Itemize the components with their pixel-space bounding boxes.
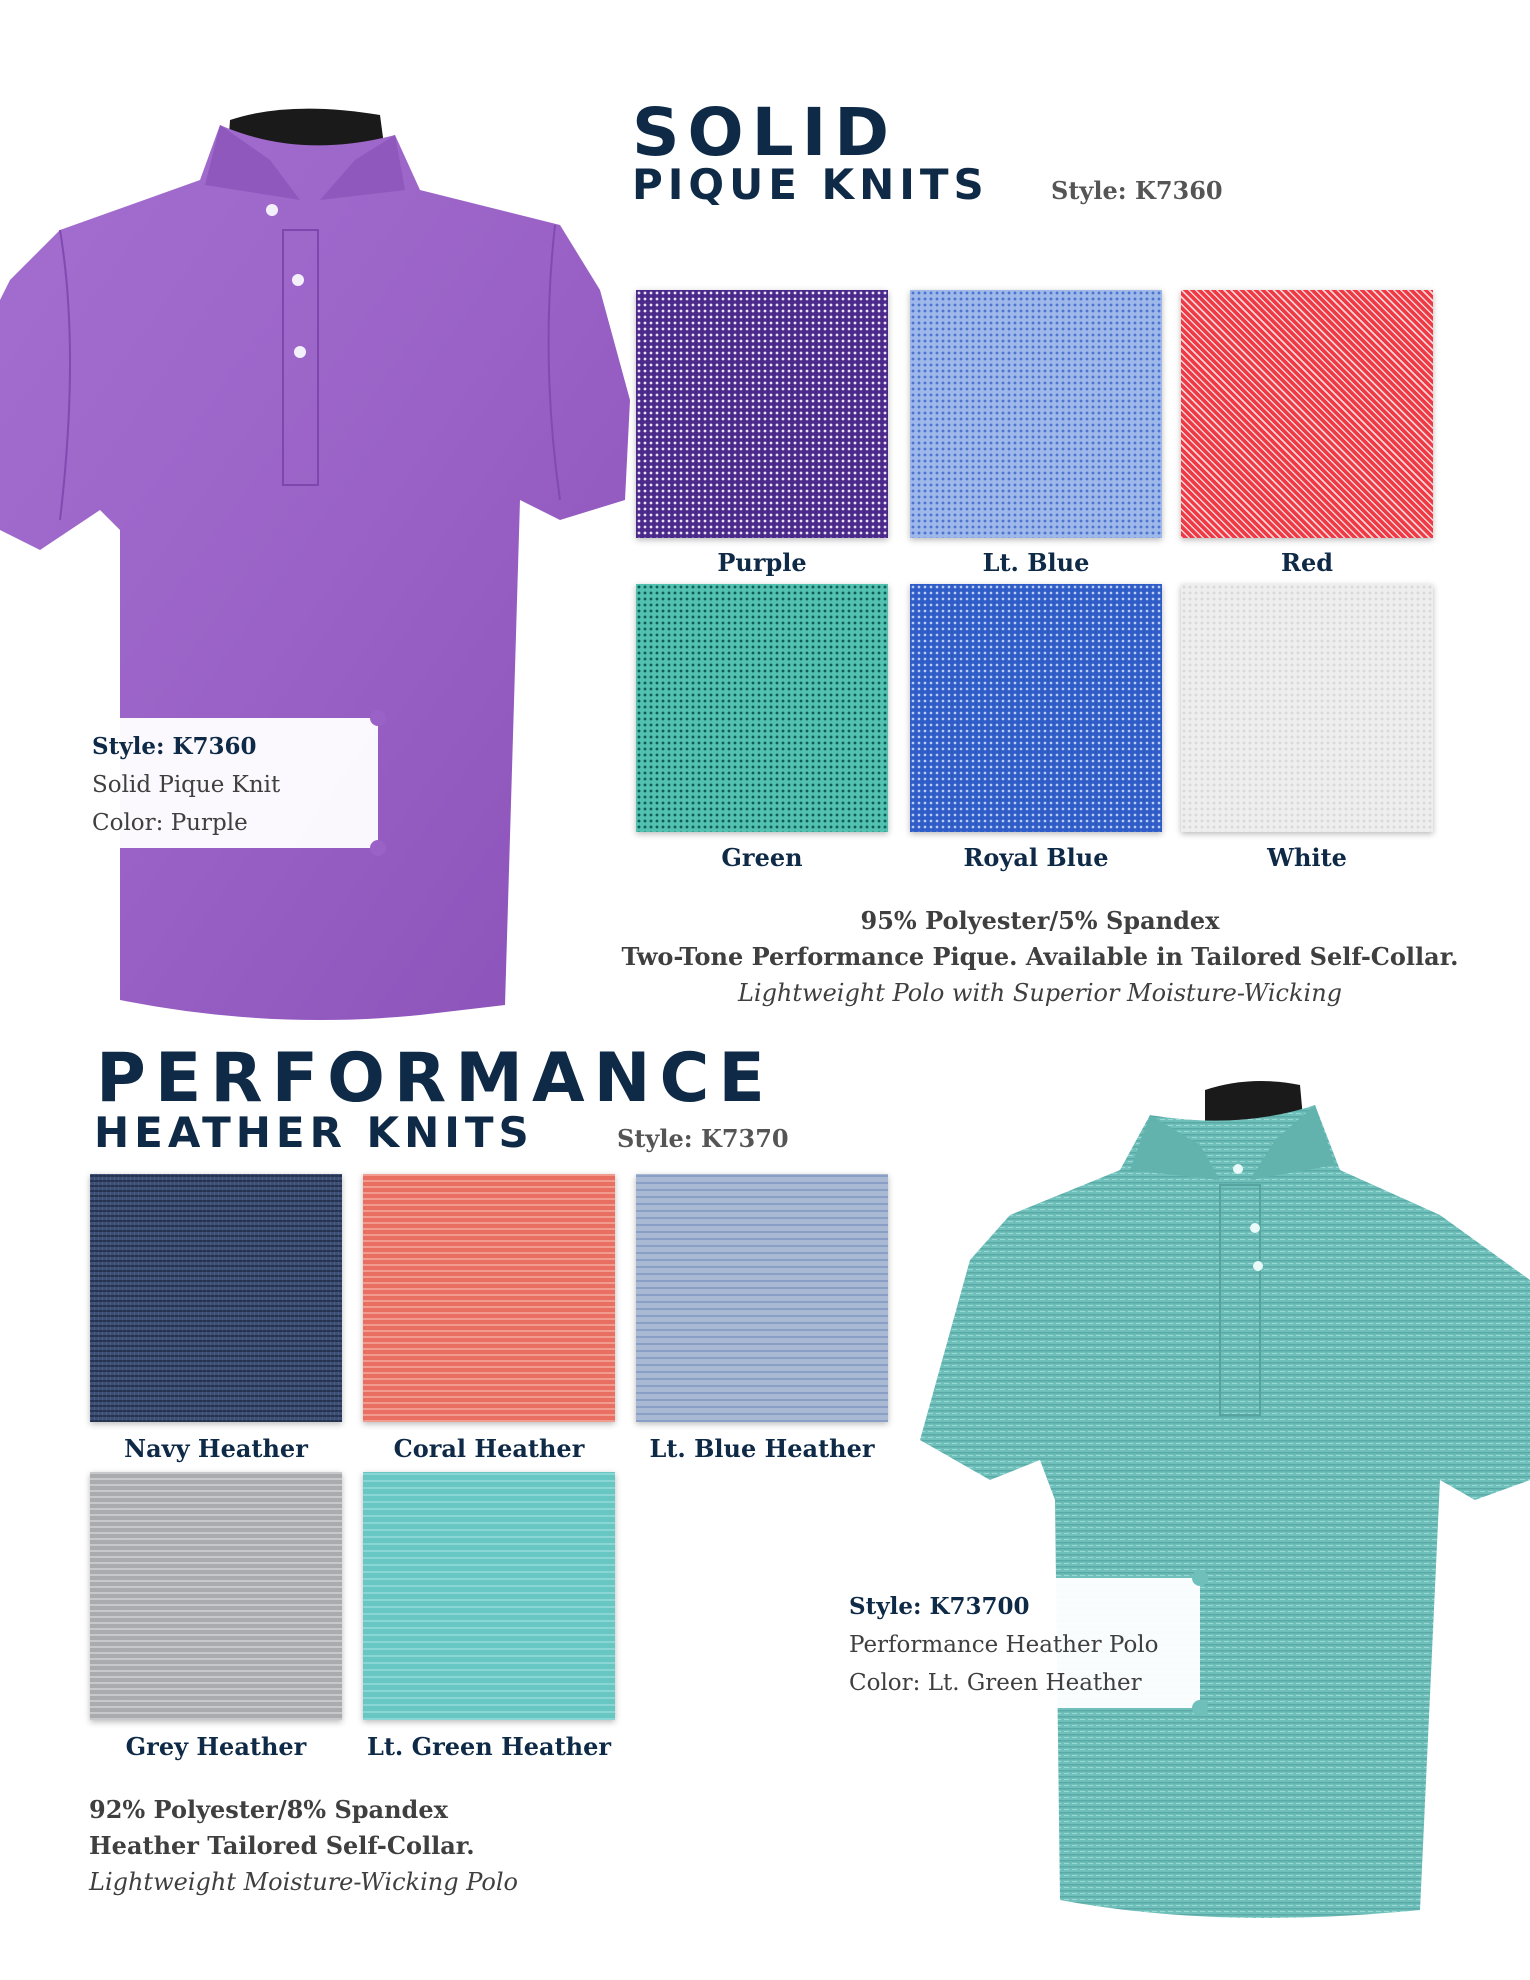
featured-name: Performance Heather Polo (849, 1632, 1159, 1658)
performance-subtitle: HEATHER KNITS (94, 1108, 534, 1157)
swatch-grey-heather[interactable] (90, 1472, 342, 1720)
swatch-royal-blue[interactable] (910, 584, 1162, 832)
swatch-label: Grey Heather (125, 1732, 307, 1761)
featured-name: Solid Pique Knit (92, 772, 281, 798)
polo-shirt-icon (0, 100, 640, 1030)
green-polo-image (920, 1080, 1530, 1930)
fabric-detail: Two-Tone Performance Pique. Available in Tailored Self-Collar. (621, 942, 1459, 971)
swatch-navy-heather[interactable] (90, 1174, 342, 1422)
fabric-composition: 92% Polyester/8% Spandex (89, 1795, 448, 1824)
featured-product-card (845, 1578, 1200, 1708)
swatch-label: Navy Heather (124, 1434, 308, 1463)
solid-style-tag: Style: K7360 (1051, 176, 1223, 205)
fabric-composition: 95% Polyester/5% Spandex (860, 906, 1220, 935)
swatch-label: Coral Heather (393, 1434, 585, 1463)
featured-color: Color: Purple (92, 810, 248, 836)
fabric-detail: Heather Tailored Self-Collar. (89, 1831, 475, 1860)
featured-color: Color: Lt. Green Heather (849, 1670, 1142, 1696)
performance-style-tag: Style: K7370 (617, 1124, 789, 1153)
fabric-feature: Lightweight Polo with Superior Moisture-Wicking (737, 979, 1343, 1007)
swatch-red[interactable] (1181, 290, 1433, 538)
swatch-label: Lt. Blue (982, 548, 1090, 577)
featured-style: Style: K7360 (92, 733, 257, 760)
swatch-purple[interactable] (636, 290, 888, 538)
card-notch (1192, 1570, 1208, 1586)
card-notch (1192, 1700, 1208, 1716)
swatch-label: Green (721, 843, 803, 872)
swatch-lt-blue[interactable] (910, 290, 1162, 538)
performance-description (89, 1792, 609, 1900)
card-notch (370, 840, 386, 856)
polo-shirt-icon (920, 1080, 1530, 1930)
swatch-coral-heather[interactable] (363, 1174, 615, 1422)
solid-title: SOLID (632, 94, 898, 171)
featured-style: Style: K73700 (849, 1593, 1030, 1620)
swatch-lt-green-heather[interactable] (363, 1472, 615, 1720)
card-notch (370, 710, 386, 726)
swatch-label: Lt. Green Heather (366, 1732, 612, 1761)
swatch-green[interactable] (636, 584, 888, 832)
solid-subtitle: PIQUE KNITS (632, 160, 989, 209)
purple-polo-image (0, 100, 640, 1030)
swatch-white[interactable] (1181, 584, 1433, 832)
swatch-lt-blue-heather[interactable] (636, 1174, 888, 1422)
solid-description (600, 903, 1480, 1011)
featured-product-card (88, 718, 378, 848)
fabric-feature: Lightweight Moisture-Wicking Polo (89, 1868, 518, 1896)
performance-title: PERFORMANCE (96, 1039, 774, 1118)
swatch-label: White (1267, 843, 1347, 872)
swatch-label: Red (1281, 548, 1333, 577)
swatch-label: Purple (717, 548, 807, 577)
swatch-label: Lt. Blue Heather (649, 1434, 875, 1463)
swatch-label: Royal Blue (963, 843, 1109, 872)
